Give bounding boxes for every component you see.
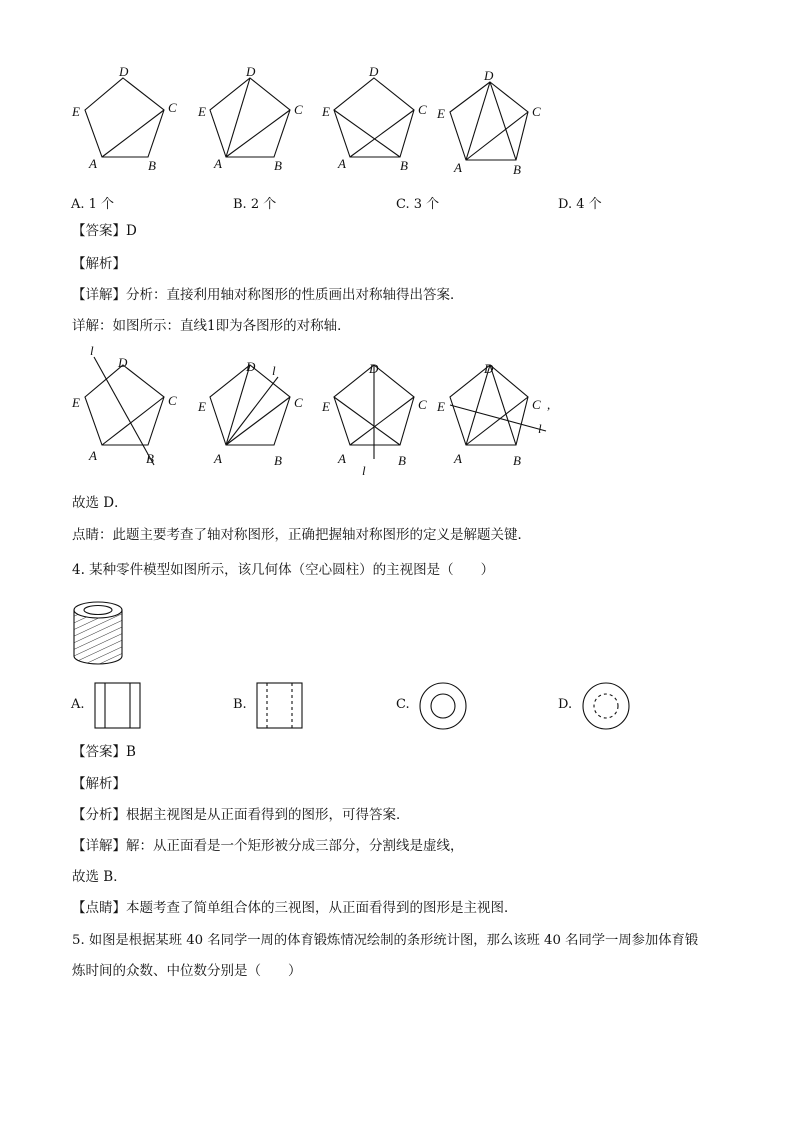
label-a: A	[214, 451, 222, 466]
label-b: B	[400, 158, 408, 173]
q4-option-d-label: D.	[558, 697, 573, 712]
q4-option-c-label: C.	[396, 697, 410, 712]
label-d: D	[119, 64, 129, 79]
comment-q3: 点睛：此题主要考查了轴对称图形，正确把握轴对称图形的定义是解题关键．	[72, 527, 531, 543]
label-d: D	[246, 359, 256, 374]
label-l: l	[90, 343, 94, 358]
label-d: D	[484, 68, 494, 83]
label-b: B	[274, 158, 282, 173]
label-c: C	[532, 397, 541, 412]
label-e: E	[322, 104, 330, 119]
explain-q3: 详解：如图所示：直线1即为各图形的对称轴．	[72, 318, 351, 334]
label-e: E	[72, 104, 80, 119]
label-b: B	[148, 158, 156, 173]
label-c: C	[168, 393, 177, 408]
comma-mark: ,	[547, 397, 551, 412]
label-a: A	[89, 156, 97, 171]
label-a: A	[89, 448, 97, 463]
label-l: l	[362, 463, 366, 478]
pentagon-figures-options	[60, 60, 560, 185]
label-e: E	[72, 395, 80, 410]
q4-option-c-figure	[418, 681, 468, 731]
label-e: E	[322, 399, 330, 414]
choice-q4: 故选 B．	[72, 869, 127, 885]
label-a: A	[454, 451, 462, 466]
comment-q4: 【点睛】本题考查了简单组合体的三视图，从正面看得到的图形是主视图．	[72, 900, 518, 916]
label-c: C	[294, 395, 303, 410]
label-d: D	[118, 355, 128, 370]
q4-option-a-label: A.	[71, 697, 85, 712]
label-l: l	[538, 421, 542, 436]
label-e: E	[198, 399, 206, 414]
label-b: B	[274, 453, 282, 468]
q4-option-b-figure	[256, 682, 304, 730]
hollow-cylinder-figure	[70, 598, 130, 668]
label-e: E	[198, 104, 206, 119]
label-e: E	[437, 106, 445, 121]
label-a: A	[214, 156, 222, 171]
label-d: D	[369, 361, 379, 376]
question-5-line1: 5. 如图是根据某班 40 名同学一周的体育锻炼情况绘制的条形统计图，那么该班 40 名同学一周参加体育锻	[72, 933, 699, 948]
label-b: B	[146, 451, 154, 466]
pentagon-figure-b	[197, 64, 303, 173]
label-c: C	[532, 104, 541, 119]
analysis-q4: 【分析】根据主视图是从正面看得到的图形，可得答案．	[72, 807, 410, 823]
label-a: A	[454, 160, 462, 175]
analysis-title-q4: 【解析】	[72, 776, 126, 792]
pentagon-figure-c	[321, 64, 427, 173]
label-c: C	[294, 102, 303, 117]
question-4: 4. 某种零件模型如图所示，该几何体（空心圆柱）的主视图是（ ）	[72, 562, 495, 578]
axis-figure-3	[321, 361, 427, 478]
pentagon-figure-d	[436, 68, 541, 177]
label-a: A	[338, 156, 346, 171]
choice-q3: 故选 D．	[72, 495, 128, 511]
axis-figure-4	[436, 361, 550, 468]
axis-figure-1	[71, 343, 177, 466]
analysis-title-q3: 【解析】	[72, 256, 126, 272]
option-b: B. 2 个	[233, 197, 277, 212]
answer-q4: 【答案】B	[72, 744, 136, 760]
label-d: D	[484, 361, 494, 376]
label-c: C	[168, 100, 177, 115]
option-c: C. 3 个	[396, 197, 440, 212]
question-5-line2: 炼时间的众数、中位数分别是（ ）	[72, 963, 302, 979]
label-c: C	[418, 102, 427, 117]
answer-q3: 【答案】D	[72, 223, 137, 239]
detail-q4: 【详解】解：从正面看是一个矩形被分成三部分，分割线是虚线，	[72, 838, 464, 854]
label-b: B	[513, 453, 521, 468]
axis-figure-2	[197, 359, 303, 468]
option-a: A. 1 个	[71, 197, 115, 212]
detail-q3: 【详解】分析：直接利用轴对称图形的性质画出对称轴得出答案．	[72, 287, 464, 303]
q4-option-b-label: B.	[233, 697, 247, 712]
q4-option-d-figure	[581, 681, 631, 731]
label-e: E	[437, 399, 445, 414]
option-d: D. 4 个	[558, 197, 602, 212]
pentagon-figure-a	[71, 64, 177, 173]
label-c: C	[418, 397, 427, 412]
label-a: A	[338, 451, 346, 466]
label-l: l	[272, 363, 276, 378]
pentagon-axes-figures	[60, 343, 560, 483]
label-b: B	[513, 162, 521, 177]
label-b: B	[398, 453, 406, 468]
q4-option-a-figure	[94, 682, 142, 730]
label-d: D	[246, 64, 256, 79]
label-d: D	[369, 64, 379, 79]
